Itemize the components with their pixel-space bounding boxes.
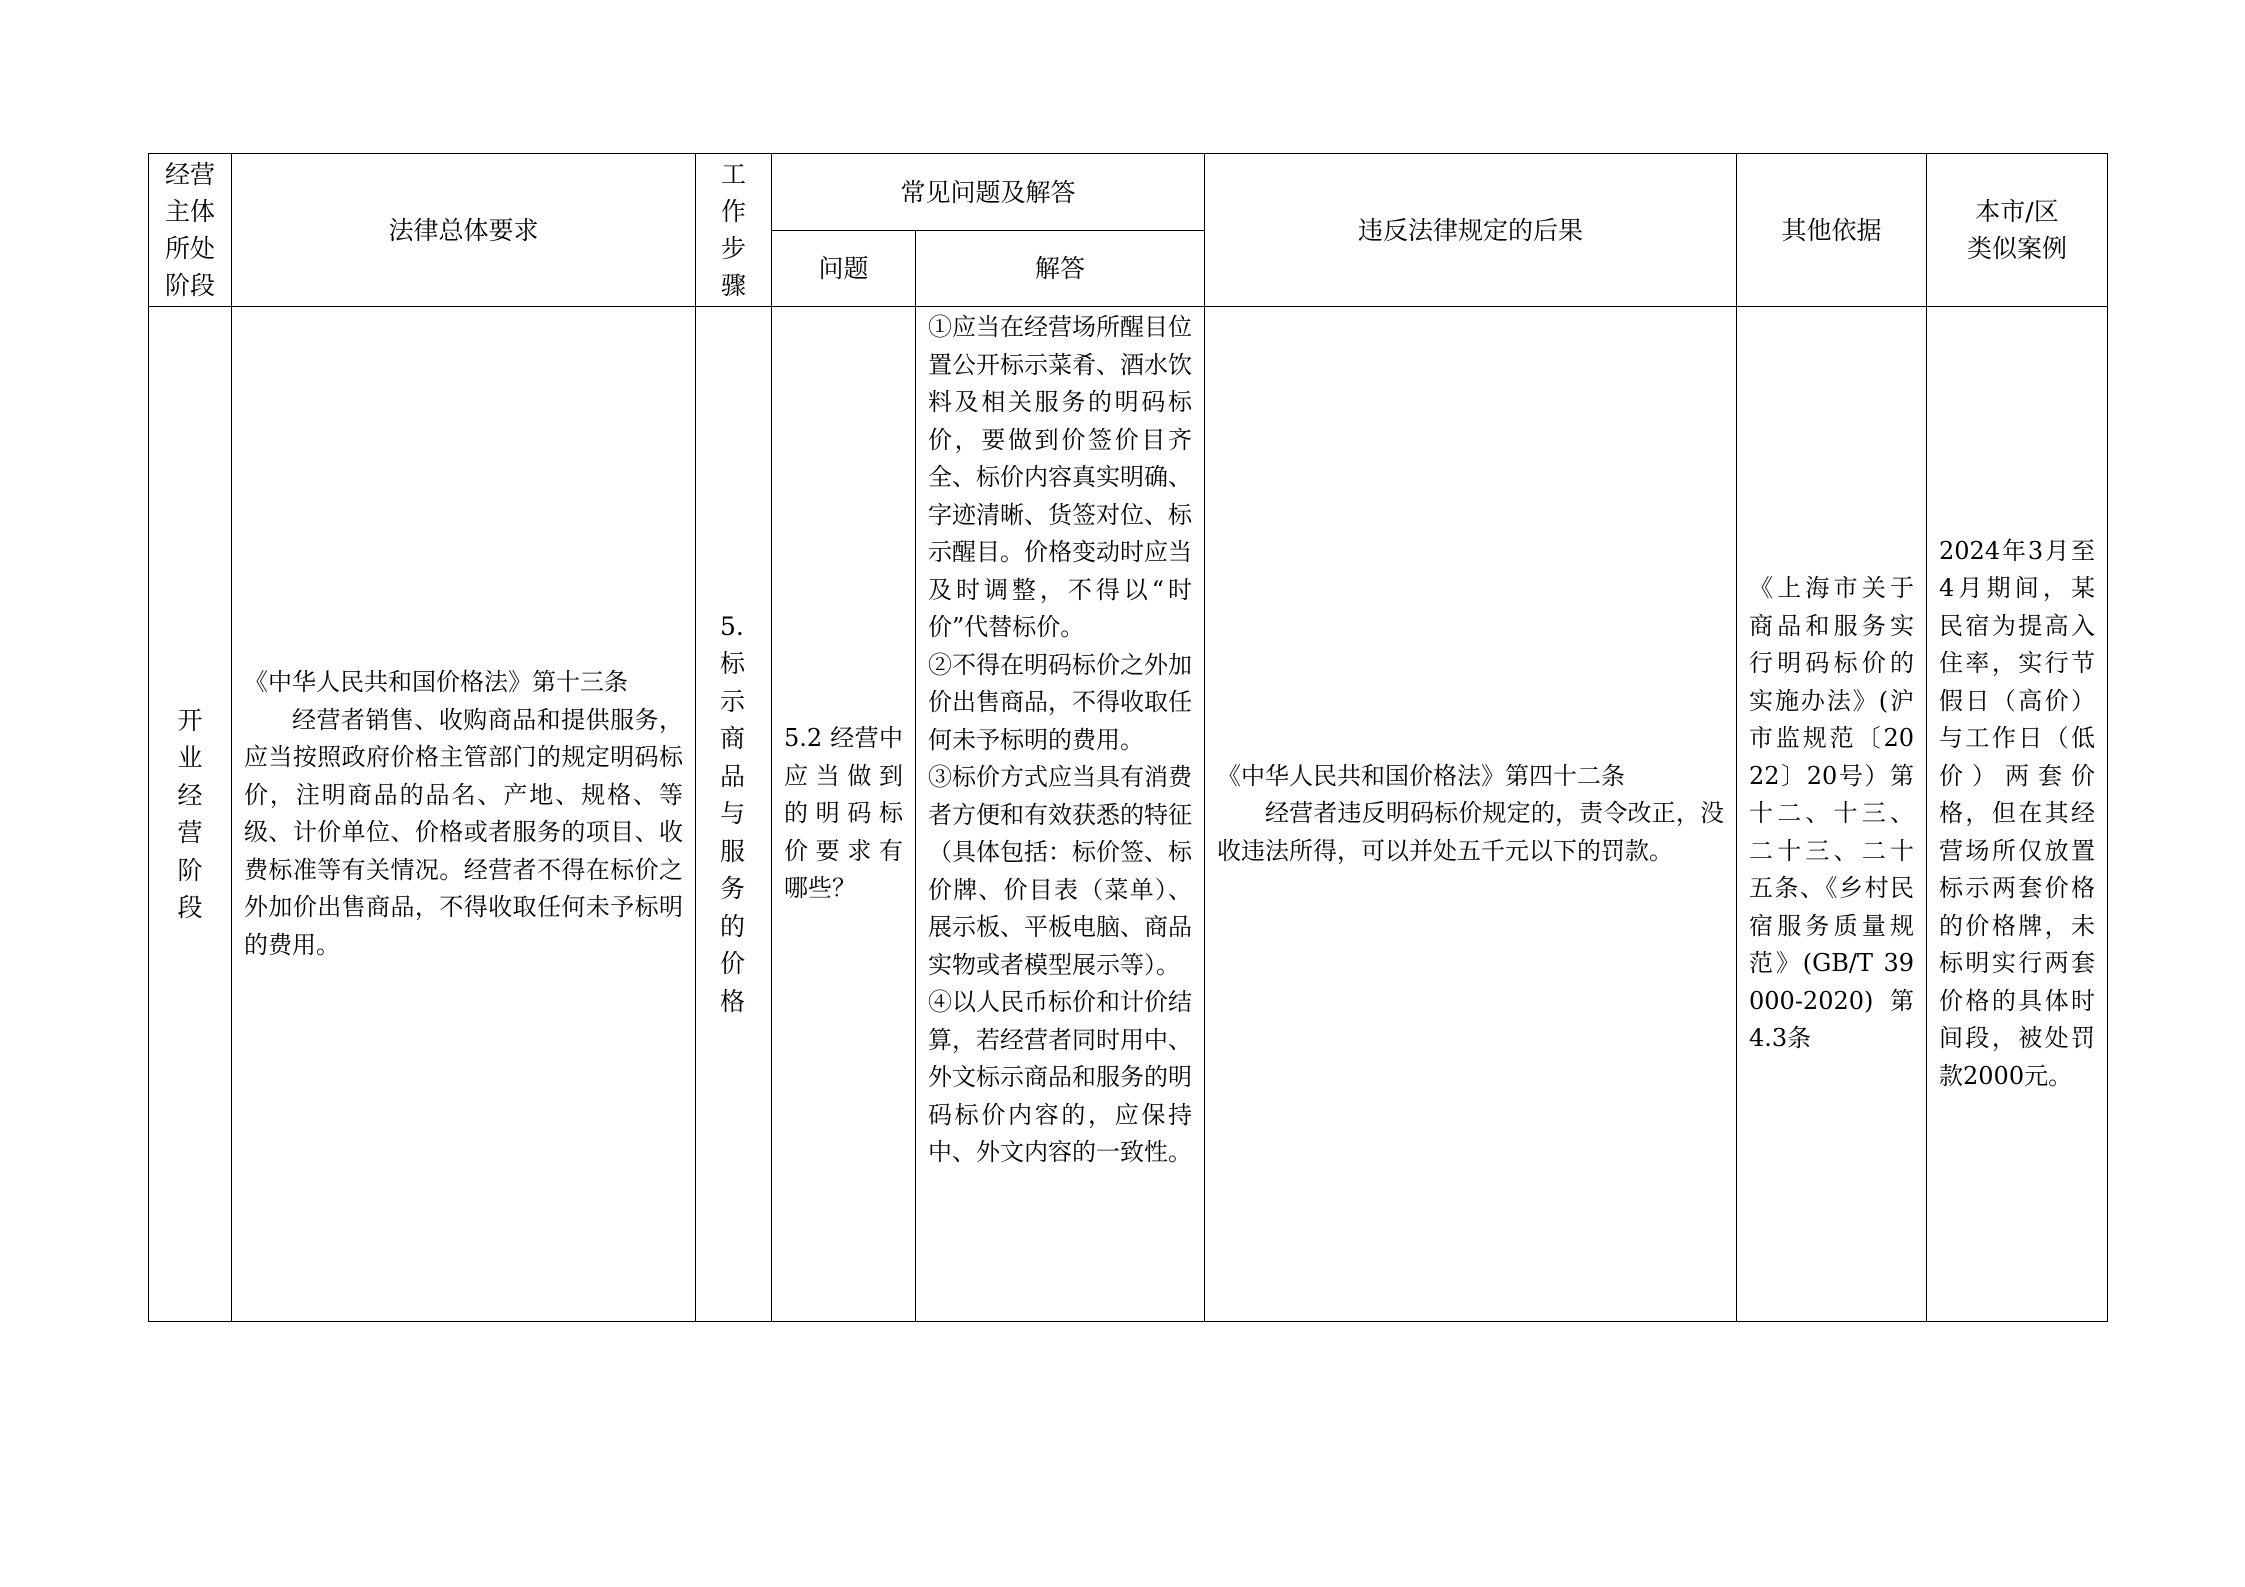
answer-item-1: ①应当在经营场所醒目位置公开标示菜肴、酒水饮料及相关服务的明码标价，要做到价签价目齐全、标价内容真实明确、字迹清晰、货签对位、标示醒目。价格变动时应当及时调整，不得以“时价”代替标价。 [928,313,1193,641]
header-question: 问题 [772,231,916,307]
answer-item-3: ③标价方式应当具有消费者方便和有效获悉的特征（具体包括：标价签、标价牌、价目表（菜单）、展示板、平板电脑、商品实物或者模型展示等）。 [928,763,1193,979]
header-consequences: 违反法律规定的后果 [1205,154,1737,307]
cell-consequences [1205,307,1737,1322]
answer-item-4: ④以人民币标价和计价结算，若经营者同时用中、外文标示商品和服务的明码标价内容的，应保持中、外文内容的一致性。 [928,988,1193,1166]
header-faq: 常见问题及解答 [772,154,1205,231]
answer-list [916,307,1204,1176]
cell-legal-requirements [232,307,696,1322]
cell-other-basis [1737,307,1927,1322]
header-other-basis: 其他依据 [1737,154,1927,307]
regulation-table [148,153,2108,1322]
legal-requirements-content [232,660,695,968]
cell-case [1927,307,2108,1322]
cell-answer [916,307,1205,1322]
consequence-body: 经营者违反明码标价规定的，责令改正，没收违法所得，可以并处五千元以下的罚款。 [1217,799,1725,865]
other-basis-text: 《上海市关于商品和服务实行明码标价的实施办法》(沪市监规范〔2022〕20号）第十二、十三、二十三、二十五条、《乡村民宿服务质量规范》(GB/T 39000-2020)第4.3条 [1749,574,1915,1053]
cell-stage [149,307,232,1322]
stage-text: 开业经营阶段 [177,705,203,922]
work-step-text: 5.标示商品与服务的价格 [720,611,746,1016]
header-work-step-text: 工作步骤 [720,160,746,300]
cell-question [772,307,916,1322]
consequences-content [1205,754,1736,875]
header-answer: 解答 [916,231,1205,307]
header-work-step [696,154,772,307]
answer-item-2: ②不得在明码标价之外加价出售商品，不得收取任何未予标明的费用。 [928,650,1193,754]
consequence-title: 《中华人民共和国价格法》第四十二条 [1217,761,1626,790]
header-legal-requirements: 法律总体要求 [232,154,696,307]
cell-work-step [696,307,772,1322]
header-stage-text: 经营主体所处阶段 [164,160,215,300]
question-text: 5.2 经营中应当做到的明码标价要求有哪些？ [784,724,903,903]
table-row [149,307,2108,1322]
legal-title: 《中华人民共和国价格法》第十三条 [244,668,628,696]
case-text: 2024年3月至4月期间，某民宿为提高入住率，实行节假日（高价）与工作日（低价）两套价格，但在其经营场所仅放置标示两套价格的价格牌，未标明实行两套价格的具体时间段，被处罚款2000元。 [1939,536,2096,1090]
header-stage [149,154,232,307]
header-cases-text: 本市/区 类似案例 [1967,197,2068,263]
header-cases [1927,154,2108,307]
legal-body: 经营者销售、收购商品和提供服务，应当按照政府价格主管部门的规定明码标价，注明商品的品名、产地、规格、等级、计价单位、价格或者服务的项目、收费标准等有关情况。经营者不得在标价之外加价出售商品，不得收取任何未予标明的费用。 [244,705,683,959]
